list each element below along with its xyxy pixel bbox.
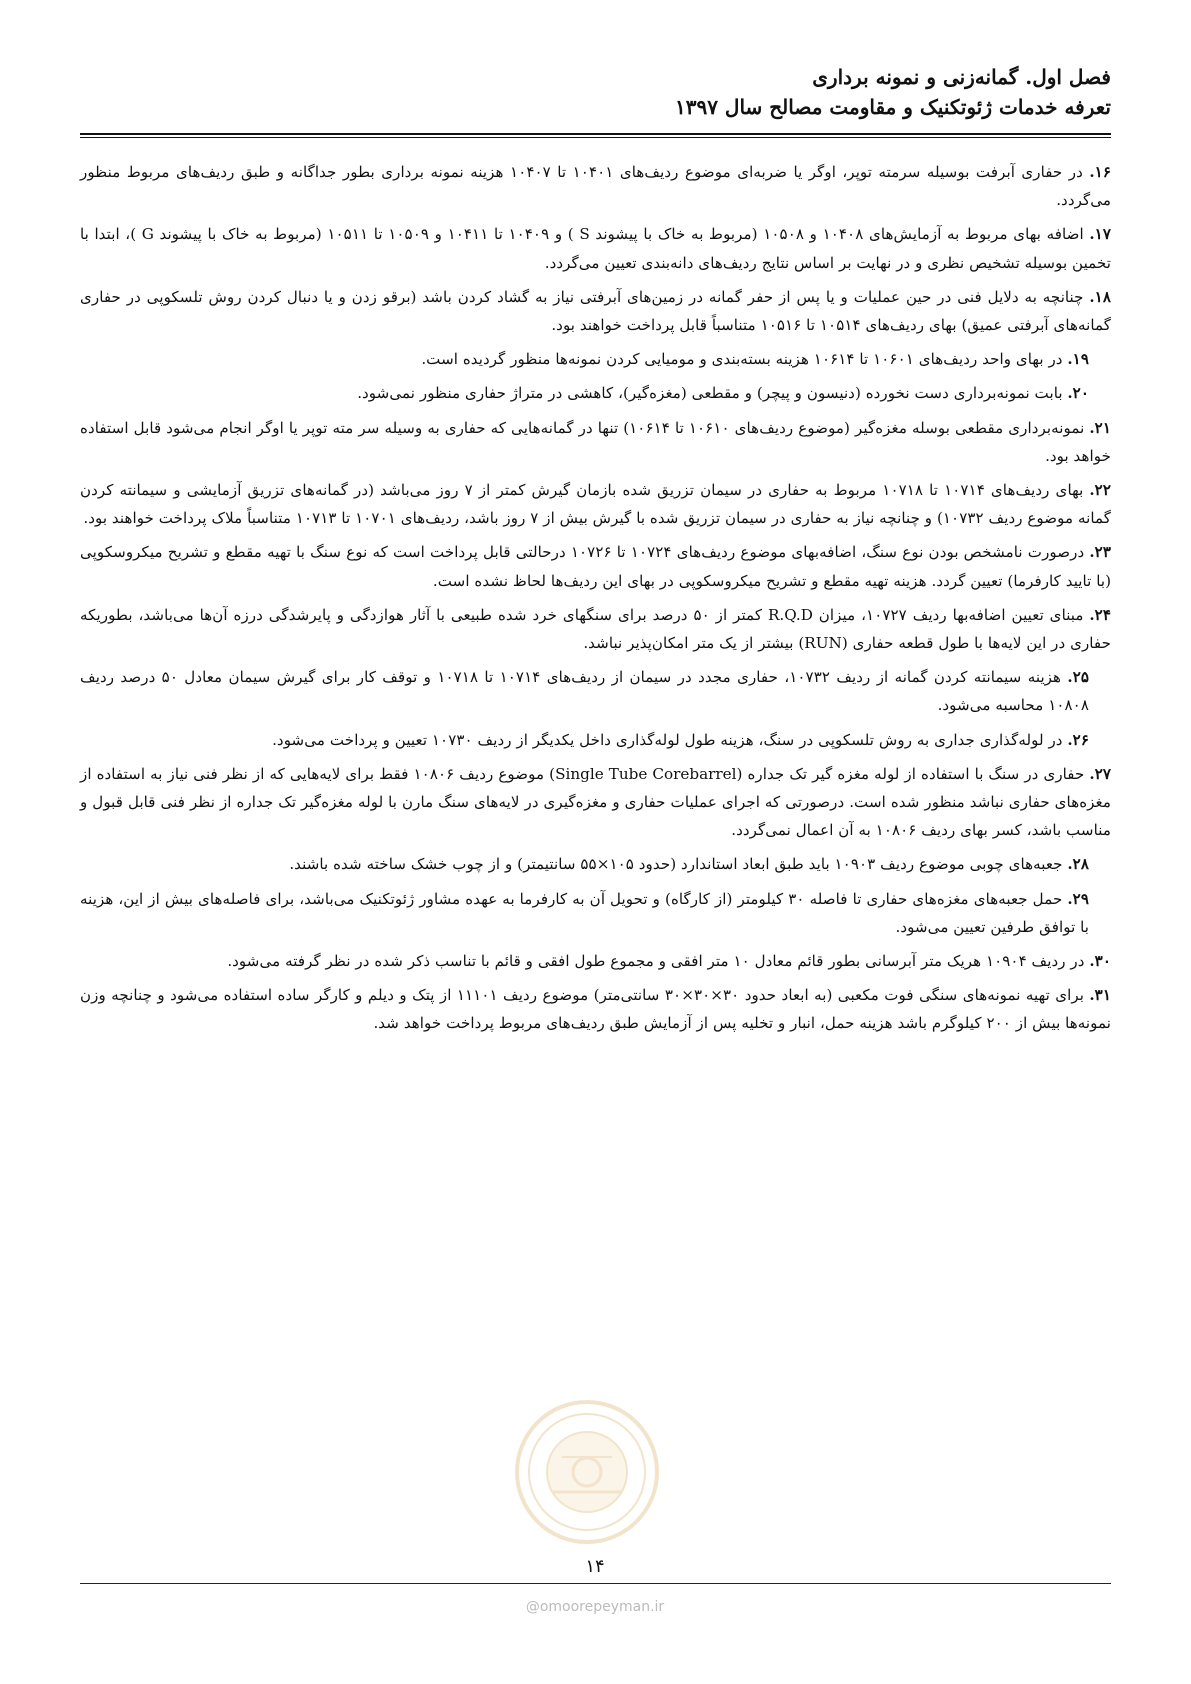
website-watermark: @omoorepeyman.ir (525, 1599, 665, 1615)
clause-paragraph (80, 345, 1111, 373)
clause-number: ۲۹. (1067, 889, 1089, 908)
clause-text: جعبه‌های چوبی موضوع ردیف ۱۰۹۰۳ باید طبق ابعاد استاندارد (حدود ۱۰۵×۵۵ سانتیمتر) و از چوب خشک ساخته شده باشند. (289, 855, 1068, 874)
chapter-title: فصل اول. گمانه‌زنی و نمونه برداری (812, 65, 1111, 89)
clause-number: ۱۹. (1067, 350, 1089, 369)
clause-paragraph (80, 760, 1111, 845)
clause-number: ۲۸. (1067, 855, 1089, 874)
clause-paragraph (80, 538, 1111, 594)
clause-number: ۳۱. (1089, 986, 1111, 1005)
footer-rule (80, 1583, 1111, 1584)
clause-text: بهای ردیف‌های ۱۰۷۱۴ تا ۱۰۷۱۸ مربوط به حفاری در سیمان تزریق شده بازمان گیرش کمتر از ۷ روز می‌باشد (در گمانه‌های تزریق آزمایشی و سیمانته کردن گمانه موضوع ردیف ۱۰۷۳۲) و چنانچه نیاز به حفاری در سیمان تزریق شده با گیرش بیش از ۷ روز باشد، ردیف‌های ۱۰۷۰۱ تا ۱۰۷۱۳ متناسباً ملاک پرداخت خواهند بود. (80, 481, 1111, 528)
clause-number: ۲۲. (1089, 481, 1111, 500)
clause-text: در ردیف ۱۰۹۰۴ هریک متر آبرسانی بطور قائم معادل ۱۰ متر افقی و مجموع طول افقی و قائم با تناسب ذکر شده در نظر گرفته می‌شود. (227, 952, 1090, 971)
clause-text: حفاری در سنگ با استفاده از لوله مغزه گیر تک جداره (Single Tube Corebarrel) موضوع ردیف ۱۰۸۰۶ فقط برای لایه‌هایی که از نظر فنی نیاز به استفاده از مغزه‌های حفاری نباشد منظور شده است. درصورتی که اجرای عملیات حفاری و مغزه‌گیری در لایه‌های سنگ مارن با لوله مغزه‌گیر تک جداره از نظر فنی قابل قبول و مناسب باشد، کسر بهای ردیف ۱۰۸۰۶ به آن اعمال نمی‌گردد. (80, 764, 1111, 840)
clause-paragraph (80, 414, 1111, 470)
clause-text: نمونه‌برداری مقطعی بوسله مغزه‌گیر (موضوع ردیف‌های ۱۰۶۱۰ تا ۱۰۶۱۴) تنها در گمانه‌هایی که حفاری به وسیله سر مته توپر یا اوگر انجام می‌شود قابل استفاده خواهد بود. (80, 418, 1111, 465)
clause-text: در حفاری آبرفت بوسیله سرمته توپر، اوگر یا ضربه‌ای موضوع ردیف‌های ۱۰۴۰۱ تا ۱۰۴۰۷ هزینه نمونه برداری بطور جداگانه و طبق ردیف‌های مربوط منظور می‌گردد. (80, 163, 1111, 210)
clause-number: ۲۵. (1067, 668, 1090, 687)
clause-paragraph (80, 220, 1111, 276)
clause-text: هزینه سیمانته کردن گمانه از ردیف ۱۰۷۳۲، حفاری مجدد در سیمان از ردیف‌های ۱۰۷۱۴ تا ۱۰۷۱۸ و توقف کار برای گیرش سیمان معادل ۵۰ درصد ردیف ۱۰۸۰۸ محاسبه می‌شود. (80, 668, 1089, 715)
header-rule-thin (80, 137, 1111, 138)
seal-logo-icon (512, 1397, 662, 1547)
clause-text: درصورت نامشخص بودن نوع سنگ، اضافه‌بهای موضوع ردیف‌های ۱۰۷۲۴ تا ۱۰۷۲۶ درحالتی قابل پرداخت است که نوع سنگ با تهیه مقطع و تشریح میکروسکوپی (با تایید کارفرما) تعیین گردد. هزینه تهیه مقطع و تشریح میکروسکوپی در بهای این ردیف‌ها لحاظ نشده است. (80, 543, 1111, 590)
header-rule-thick (80, 133, 1111, 135)
clause-paragraph (80, 947, 1111, 975)
clause-number: ۳۰. (1089, 952, 1111, 971)
clause-text: در لوله‌گذاری جداری به روش تلسکوپی در سنگ، هزینه طول لوله‌گذاری داخل یکدیگر از ردیف ۱۰۷۳۰ تعیین و پرداخت می‌شود. (272, 730, 1068, 749)
clause-number: ۱۸. (1089, 287, 1111, 306)
clause-paragraph (80, 283, 1111, 339)
clause-number: ۲۳. (1089, 543, 1111, 562)
page-number: ۱۴ (585, 1556, 605, 1577)
clause-text: اضافه بهای مربوط به آزمایش‌های ۱۰۴۰۸ و ۱۰۵۰۸ (مربوط به خاک با پیشوند S ) و ۱۰۴۰۹ تا ۱۰۴۱۱ و ۱۰۵۰۹ تا ۱۰۵۱۱ (مربوط به خاک با پیشوند G )، ابتدا با تخمین بوسیله تشخیص نظری و در نهایت بر اساس نتایج ردیف‌های دانه‌بندی تعیین می‌گردد. (80, 225, 1111, 272)
clause-text: حمل جعبه‌های مغزه‌های حفاری تا فاصله ۳۰ کیلومتر (از کارگاه) و تحویل آن به کارفرما به عهده مشاور ژئوتکنیک می‌باشد، برای فاصله‌های بیش از این، هزینه با توافق طرفین تعیین می‌شود. (80, 889, 1089, 936)
clause-number: ۲۴. (1089, 605, 1111, 624)
clause-paragraph (80, 158, 1111, 214)
clause-text: چنانچه به دلایل فنی در حین عملیات و یا پس از حفر گمانه در زمین‌های آبرفتی نیاز به گشاد کردن باشد (برقو زدن و یا دنبال کردن روش تلسکوپی در حفاری گمانه‌های آبرفتی عمیق) بهای ردیف‌های ۱۰۵۱۴ تا ۱۰۵۱۶ متناسباً قابل پرداخت خواهند بود. (80, 287, 1111, 335)
document-title: تعرفه خدمات ژئوتکنیک و مقاومت مصالح سال ۱۳۹۷ (674, 95, 1111, 119)
clause-text: در بهای واحد ردیف‌های ۱۰۶۰۱ تا ۱۰۶۱۴ هزینه بسته‌بندی و مومیایی کردن نمونه‌ها منظور گردیده است. (421, 350, 1068, 369)
clause-number: ۲۷. (1089, 764, 1112, 783)
clause-number: ۱۷. (1089, 225, 1111, 244)
clause-text: بابت نمونه‌برداری دست نخورده (دنیسون و پیچر) و مقطعی (مغزه‌گیر)، کاهشی در متراژ حفاری منظور نمی‌شود. (357, 384, 1068, 403)
clause-text: برای تهیه نمونه‌های سنگی فوت مکعبی (به ابعاد حدود ۳۰×۳۰×۳۰ سانتی‌متر) موضوع ردیف ۱۱۱۰۱ از پتک و دیلم و کارگر ساده استفاده می‌شود و چنانچه وزن نمونه‌ها بیش از ۲۰۰ کیلوگرم باشد هزینه حمل، انبار و تخلیه پس از آزمایش طبق ردیف‌های مربوط پرداخت خواهد شد. (80, 986, 1111, 1033)
clause-paragraph (80, 850, 1111, 878)
clause-paragraph (80, 663, 1111, 719)
clause-number: ۲۱. (1089, 418, 1111, 437)
clause-paragraph (80, 601, 1111, 657)
clause-paragraph (80, 885, 1111, 941)
clause-paragraph (80, 726, 1111, 754)
page-header (81, 62, 1111, 122)
clause-number: ۲۰. (1067, 384, 1089, 403)
clause-paragraph (80, 379, 1111, 407)
clause-paragraph (80, 476, 1111, 532)
clause-number: ۲۶. (1067, 730, 1089, 749)
clause-number: ۱۶. (1089, 163, 1111, 181)
clause-text: مبنای تعیین اضافه‌بها ردیف ۱۰۷۲۷، میزان R.Q.D کمتر از ۵۰ درصد برای سنگهای خرد شده طبیعی با آثار هوازدگی و پایرشدگی درزه آن‌ها می‌باشد، بطوریکه حفاری در این لایه‌ها با طول قطعه حفاری (RUN) بیشتر از یک متر امکان‌پذیر نباشد. (80, 605, 1111, 653)
body-text (80, 158, 1111, 1044)
clause-paragraph (80, 981, 1111, 1037)
